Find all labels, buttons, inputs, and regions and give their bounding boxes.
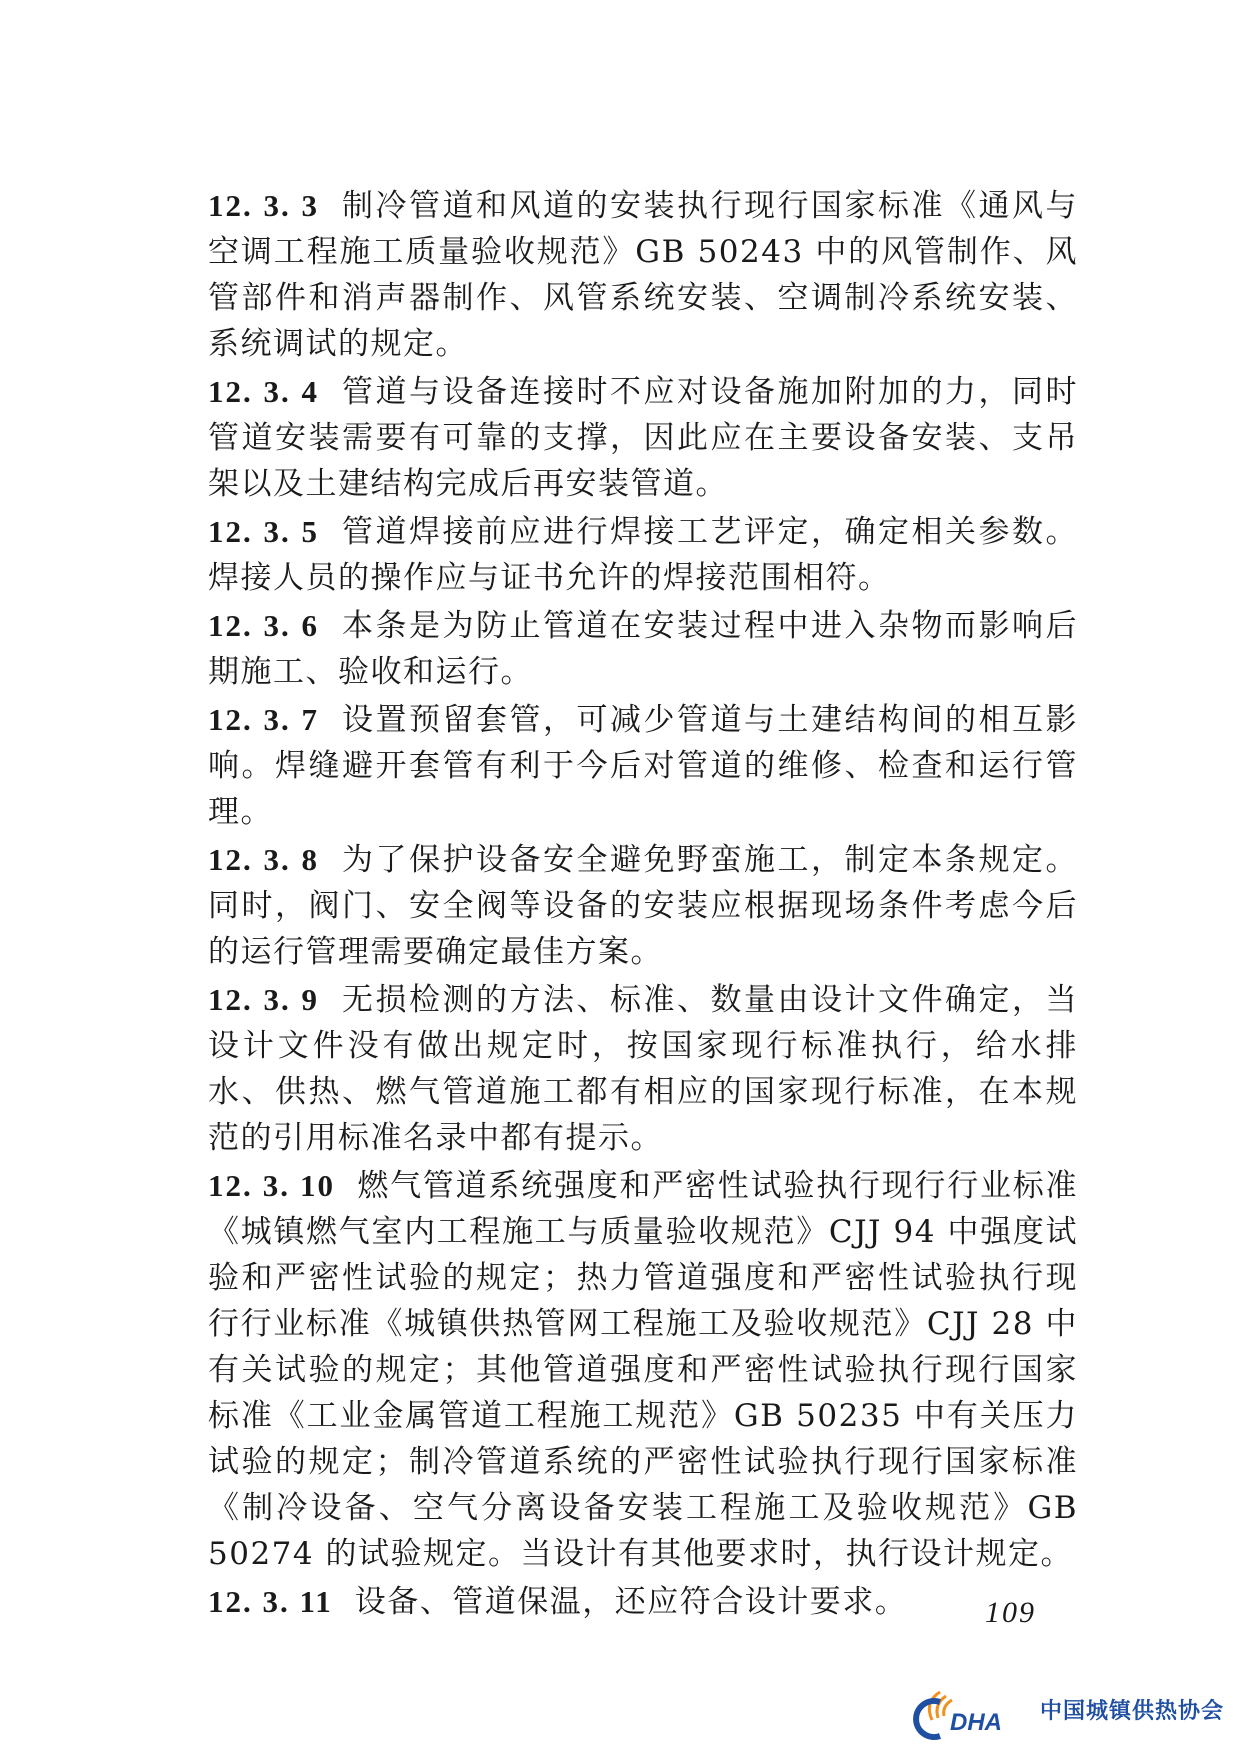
clause-12-3-3 — [208, 183, 1078, 367]
clause-12-3-6 — [208, 603, 1078, 695]
footer-logo — [910, 1680, 1240, 1740]
clause-number: 12. 3. 8 — [208, 842, 319, 877]
clause-number: 12. 3. 9 — [208, 982, 319, 1017]
clause-12-3-7 — [208, 697, 1078, 835]
clause-text: 管道焊接前应进行焊接工艺评定，确定相关参数。焊接人员的操作应与证书允许的焊接范围相符。 — [208, 514, 1078, 596]
clause-text: 制冷管道和风道的安装执行现行国家标准《通风与空调工程施工质量验收规范》GB 50243 中的风管制作、风管部件和消声器制作、风管系统安装、空调制冷系统安装、系统调试的规定。 — [208, 188, 1078, 362]
clause-number: 12. 3. 11 — [208, 1584, 333, 1619]
clause-number: 12. 3. 5 — [208, 514, 319, 549]
clause-text: 燃气管道系统强度和严密性试验执行现行行业标准《城镇燃气室内工程施工与质量验收规范》CJJ 94 中强度试验和严密性试验的规定；热力管道强度和严密性试验执行现行行业标准《城镇供热管网工程施工及验收规范》CJJ 28 中有关试验的规定；其他管道强度和严密性试验执行现行国家标准《工业金属管道工程施工规范》GB 50235 中有关压力试验的规定；制冷管道系统的严密性试验执行现行国家标准《制冷设备、空气分离设备安装工程施工及验收规范》GB 50274 的试验规定。当设计有其他要求时，执行设计规定。 — [208, 1168, 1079, 1572]
clause-12-3-11 — [208, 1579, 1078, 1625]
clause-text: 设置预留套管，可减少管道与土建结构间的相互影响。焊缝避开套管有利于今后对管道的维修、检查和运行管理。 — [208, 702, 1078, 830]
organization-name: 中国城镇供热协会 — [1040, 1699, 1225, 1724]
clause-12-3-5 — [208, 509, 1078, 601]
clause-12-3-9 — [208, 977, 1078, 1161]
clause-number: 12. 3. 6 — [208, 608, 319, 643]
clause-text: 为了保护设备安全避免野蛮施工，制定本条规定。同时，阀门、安全阀等设备的安装应根据现场条件考虑今后的运行管理需要确定最佳方案。 — [208, 842, 1078, 970]
clause-number: 12. 3. 4 — [208, 374, 319, 409]
clause-text: 无损检测的方法、标准、数量由设计文件确定，当设计文件没有做出规定时，按国家现行标准执行，给水排水、供热、燃气管道施工都有相应的国家现行标准，在本规范的引用标准名录中都有提示。 — [208, 982, 1078, 1156]
clause-text: 本条是为防止管道在安装过程中进入杂物而影响后期施工、验收和运行。 — [208, 608, 1078, 690]
clause-number: 12. 3. 3 — [208, 188, 319, 223]
clause-12-3-8 — [208, 837, 1078, 975]
page-number: 109 — [985, 1596, 1036, 1629]
clause-text: 设备、管道保温，还应符合设计要求。 — [354, 1584, 908, 1620]
clause-number: 12. 3. 10 — [208, 1168, 336, 1203]
clause-12-3-10 — [208, 1163, 1078, 1577]
clause-text: 管道与设备连接时不应对设备施加附加的力，同时管道安装需要有可靠的支撑，因此应在主要设备安装、支吊架以及土建结构完成后再安装管道。 — [208, 374, 1078, 502]
svg-text:DHA: DHA — [950, 1709, 1002, 1736]
cdha-logo-icon — [910, 1680, 1030, 1740]
document-body — [208, 183, 1078, 1627]
clause-12-3-4 — [208, 369, 1078, 507]
clause-number: 12. 3. 7 — [208, 702, 319, 737]
